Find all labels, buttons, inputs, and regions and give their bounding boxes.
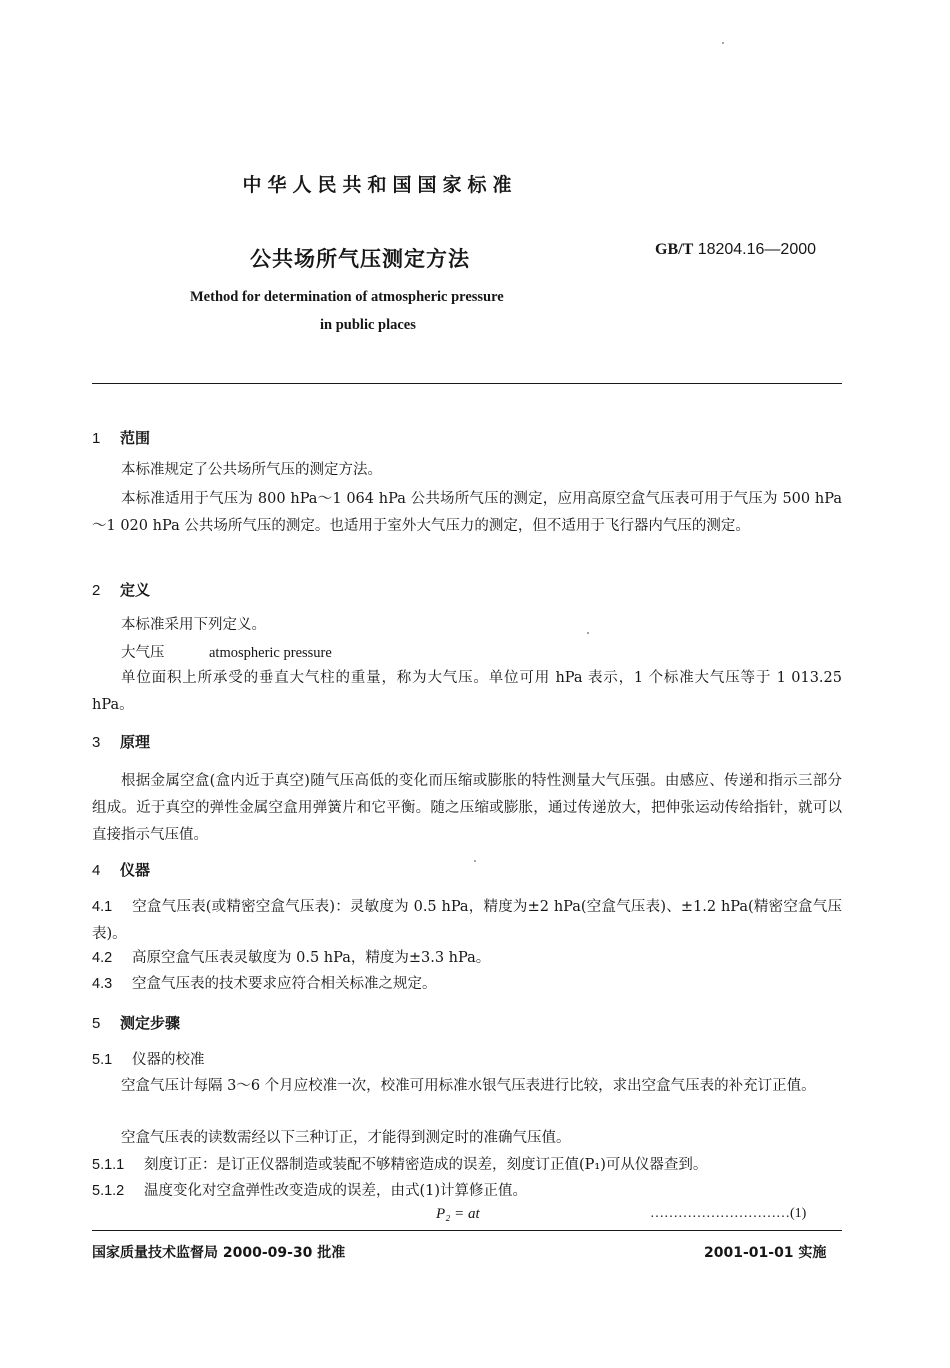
- section-3-title: 原理: [120, 733, 151, 751]
- scan-speck: [587, 632, 589, 634]
- approval-date: 国家质量技术监督局 2000-09-30 批准: [92, 1245, 346, 1261]
- english-title-line1: Method for determination of atmospheric pressure: [190, 289, 504, 305]
- term-chinese: 大气压: [121, 645, 165, 661]
- term-english: atmospheric pressure: [209, 645, 332, 661]
- clause-5-1-1-number: 5.1.1: [92, 1157, 125, 1173]
- section-1-title: 范围: [120, 429, 151, 447]
- clause-4-2-number: 4.2: [92, 950, 113, 966]
- clause-4-1-number: 4.1: [92, 899, 113, 915]
- section-2-number: 2: [92, 582, 101, 599]
- clause-4-1-text: 空盒气压表(或精密空盒气压表)：灵敏度为 0.5 hPa，精度为±2 hPa(空盒气压表)、±1.2 hPa(精密空盒气压表)。: [92, 899, 842, 942]
- footer-divider: [92, 1230, 842, 1231]
- clause-5-1-2-number: 5.1.2: [92, 1183, 125, 1199]
- section-4-number: 4: [92, 862, 101, 879]
- section-1-number: 1: [92, 430, 101, 447]
- subsection-5-1-number: 5.1: [92, 1052, 113, 1068]
- section-3-para-1: 根据金属空盒(盒内近于真空)随气压高低的变化而压缩或膨胀的特性测量大气压强。由感应、传递和指示三部分组成。近于真空的弹性金属空盒用弹簧片和它平衡。随之压缩或膨胀，通过传递放大，把伸张运动传给指针，就可以直接指示气压值。: [92, 773, 842, 843]
- national-standard-heading: 中华人民共和国国家标准: [242, 174, 518, 196]
- english-title-line2: in public places: [320, 317, 416, 333]
- section-1-heading: [92, 427, 150, 448]
- term-line: [121, 641, 332, 662]
- clause-5-1-2-text: 温度变化对空盒弹性改变造成的误差，由式(1)计算修正值。: [144, 1183, 528, 1199]
- section-1-para-2: 本标准适用于气压为 800 hPa～1 064 hPa 公共场所气压的测定，应用高原空盒气压表可用于气压为 500 hPa～1 020 hPa 公共场所气压的测定。也适用于室外大气压力的测定，但不适用于飞行器内气压的测定。: [92, 491, 842, 534]
- scan-speck: [722, 42, 724, 44]
- section-4-title: 仪器: [120, 861, 151, 879]
- section-2-heading: [92, 579, 150, 600]
- section-2-para-2: 单位面积上所承受的垂直大气柱的重量，称为大气压。单位可用 hPa 表示，1 个标准大气压等于 1 013.25 hPa。: [92, 670, 842, 713]
- implementation-date: 2001-01-01 实施: [704, 1245, 827, 1261]
- clause-5-1-1-text: 刻度订正：是订正仪器制造或装配不够精密造成的误差，刻度订正值(P₁)可从仪器查到。: [144, 1157, 708, 1173]
- clause-4-3-text: 空盒气压表的技术要求应符合相关标准之规定。: [132, 976, 437, 992]
- equation-number: …………………………(1): [650, 1206, 807, 1221]
- formula-p2: P₂ = at: [436, 1206, 480, 1222]
- section-5-number: 5: [92, 1015, 101, 1032]
- clause-4-2: [92, 946, 490, 967]
- section-3-heading: [92, 731, 150, 752]
- scan-speck: [474, 860, 476, 862]
- section-2-title: 定义: [120, 581, 151, 599]
- clause-4-3: [92, 972, 437, 993]
- section-3-number: 3: [92, 734, 101, 751]
- document-title: 公共场所气压测定方法: [250, 247, 470, 271]
- clause-4-1: [92, 894, 842, 948]
- header-divider: [92, 383, 842, 384]
- clause-4-3-number: 4.3: [92, 976, 113, 992]
- section-5-para-2: 空盒气压表的读数需经以下三种订正，才能得到测定时的准确气压值。: [121, 1130, 571, 1146]
- section-5-heading: [92, 1012, 180, 1033]
- subsection-5-1-heading: [92, 1048, 205, 1069]
- section-5-title: 测定步骤: [120, 1014, 181, 1032]
- subsection-5-1-title: 仪器的校准: [132, 1052, 205, 1068]
- standard-code-number: 18204.16—2000: [697, 241, 817, 258]
- clause-4-2-text: 高原空盒气压表灵敏度为 0.5 hPa，精度为±3.3 hPa。: [132, 950, 491, 966]
- standard-code: [655, 241, 816, 259]
- section-1-para-1: 本标准规定了公共场所气压的测定方法。: [121, 462, 382, 478]
- section-2-para-1: 本标准采用下列定义。: [121, 617, 266, 633]
- section-4-heading: [92, 859, 150, 880]
- section-5-para-1: 空盒气压计每隔 3～6 个月应校准一次，校准可用标准水银气压表进行比较，求出空盒气压表的补充订正值。: [121, 1078, 816, 1094]
- clause-5-1-1: [92, 1153, 707, 1174]
- clause-5-1-2: [92, 1179, 527, 1200]
- standard-code-prefix: GB/T: [655, 241, 694, 258]
